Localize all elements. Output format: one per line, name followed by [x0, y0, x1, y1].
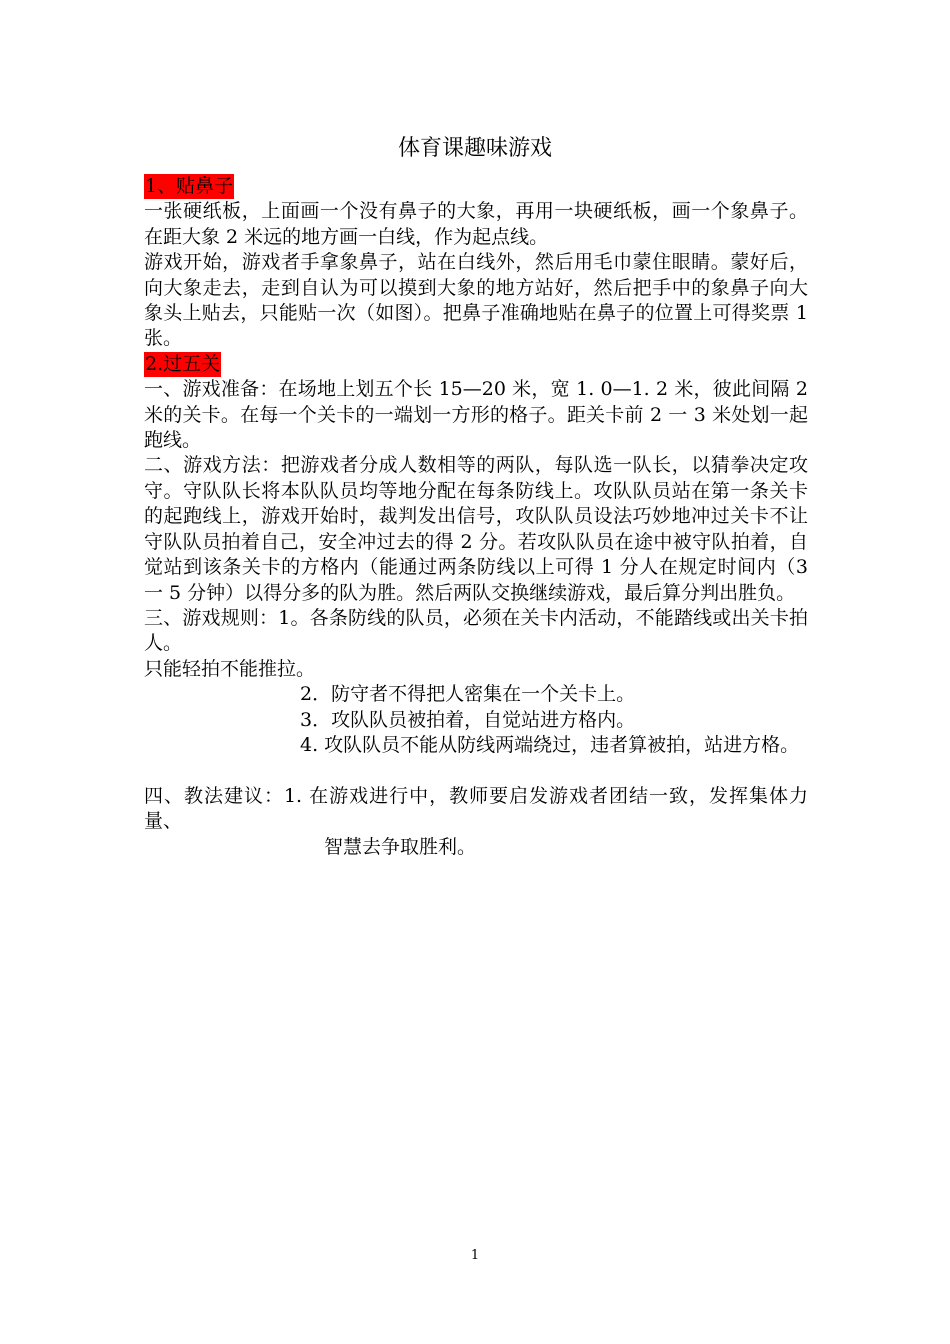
- section1-paragraph-1: 一张硬纸板，上面画一个没有鼻子的大象，再用一块硬纸板，画一个象鼻子。在距大象 2 米远的地方画一白线，作为起点线。: [144, 200, 808, 248]
- game-rules-intro: 三、游戏规则：1。各条防线的队员，必须在关卡内活动，不能踏线或出关卡拍人。: [144, 606, 808, 655]
- document-title: 体育课趣味游戏: [397, 136, 552, 161]
- blank-line: [144, 758, 808, 783]
- document-body: [144, 174, 808, 860]
- game-preparation: 一、游戏准备：在场地上划五个长 15—20 米，宽 1. 0—1. 2 米，彼此间隔 2 米的关卡。在每一个关卡的一端划一方形的格子。距关卡前 2 一 3 米处划一起跑线。: [144, 378, 808, 452]
- section-heading-1: [144, 174, 808, 199]
- game-rule-3: 3．攻队队员被拍着，自觉站进方格内。: [300, 708, 636, 731]
- game-rules-line2: 只能轻拍不能推拉。: [144, 657, 316, 680]
- section-heading-1-label: 1、贴鼻子: [144, 174, 234, 199]
- teaching-suggestion: 四、教法建议：1. 在游戏进行中，教师要启发游戏者团结一致，发挥集体力量、: [144, 784, 808, 833]
- section-heading-2-label: 2.过五关: [144, 352, 221, 377]
- game-method: 二、游戏方法：把游戏者分成人数相等的两队，每队选一队长，以猜拳决定攻守。守队队长将本队队员均等地分配在每条防线上。攻队队员站在第一条关卡的起跑线上，游戏开始时，裁判发出信号，攻队队员设法巧妙地冲过关卡不让守队队员拍着自己，安全冲过去的得 2 分。若攻队队员在途中被守队拍着，自觉站到该条关卡的方格内（能通过两条防线以上可得 1 分人在规定时间内（3 一 5 分钟）以得分多的队为胜。然后两队交换继续游戏，最后算分判出胜负。: [144, 454, 808, 604]
- page-number: 1: [470, 1248, 480, 1263]
- teaching-suggestion-end: 智慧去争取胜利。: [324, 835, 477, 858]
- game-rule-2: 2．防守者不得把人密集在一个关卡上。: [300, 683, 636, 706]
- section-heading-2: [144, 352, 808, 377]
- section1-paragraph-2: 游戏开始，游戏者手拿象鼻子，站在白线外，然后用毛巾蒙住眼睛。蒙好后，向大象走去，走到自认为可以摸到大象的地方站好，然后把手中的象鼻子向大象头上贴去，只能贴一次（如图）。把鼻子准确地贴在鼻子的位置上可得奖票 1 张。: [144, 251, 808, 350]
- game-rule-4: 4. 攻队队员不能从防线两端绕过，违者算被拍，站进方格。: [300, 733, 800, 756]
